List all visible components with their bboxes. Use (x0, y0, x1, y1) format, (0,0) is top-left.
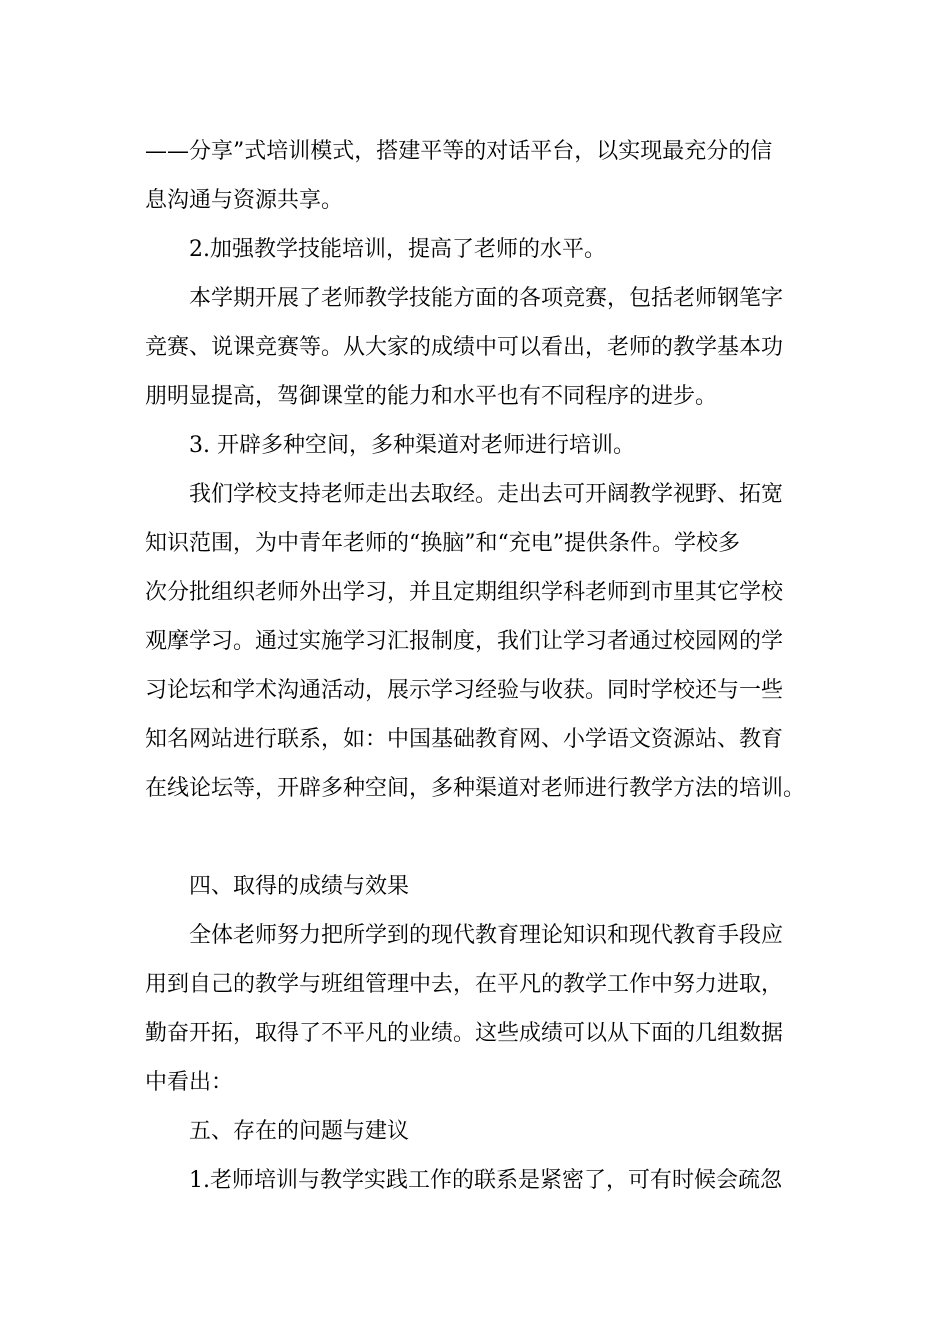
numbered-item-heading: 1.老师培训与教学实践工作的联系是紧密了，可有时候会疏忽 (189, 1168, 782, 1193)
section-heading: 四、取得的成绩与效果 (189, 874, 410, 899)
body-text-line: 知识范围，为中青年老师的“换脑”和“充电”提供条件。学校多 (145, 531, 740, 556)
body-text-line: 用到自己的教学与班组管理中去，在平凡的教学工作中努力进取， (145, 972, 784, 997)
body-text-line: ——分享”式培训模式，搭建平等的对话平台，以实现最充分的信 (145, 139, 773, 164)
body-text-line: 习论坛和学术沟通活动，展示学习经验与收获。同时学校还与一些 (145, 678, 784, 703)
numbered-item-heading: 2.加强教学技能培训，提高了老师的水平。 (189, 237, 606, 262)
body-text-line: 次分批组织老师外出学习，并且定期组织学科老师到市里其它学校 (145, 580, 784, 605)
body-text-line: 竞赛、说课竞赛等。从大家的成绩中可以看出，老师的教学基本功 (145, 335, 784, 360)
body-text-line: 知名网站进行联系，如：中国基础教育网、小学语文资源站、教育 (145, 727, 784, 752)
body-text-line: 在线论坛等，开辟多种空间，多种渠道对老师进行教学方法的培训。 (145, 776, 806, 801)
body-text-line: 全体老师努力把所学到的现代教育理论知识和现代教育手段应 (189, 923, 784, 948)
body-text-line: 中看出： (145, 1070, 234, 1095)
section-heading: 五、存在的问题与建议 (189, 1119, 410, 1144)
numbered-item-heading: 3. 开辟多种空间，多种渠道对老师进行培训。 (189, 433, 635, 458)
body-text-line: 观摩学习。通过实施学习汇报制度，我们让学习者通过校园网的学 (145, 629, 784, 654)
body-text-line: 勤奋开拓，取得了不平凡的业绩。这些成绩可以从下面的几组数据 (145, 1021, 784, 1046)
body-text-line: 本学期开展了老师教学技能方面的各项竞赛，包括老师钢笔字 (189, 286, 784, 311)
body-text-line: 我们学校支持老师走出去取经。走出去可开阔教学视野、拓宽 (189, 482, 784, 507)
body-text-line: 朋明显提高，驾御课堂的能力和水平也有不同程序的进步。 (145, 384, 718, 409)
body-text-line: 息沟通与资源共享。 (145, 188, 344, 213)
